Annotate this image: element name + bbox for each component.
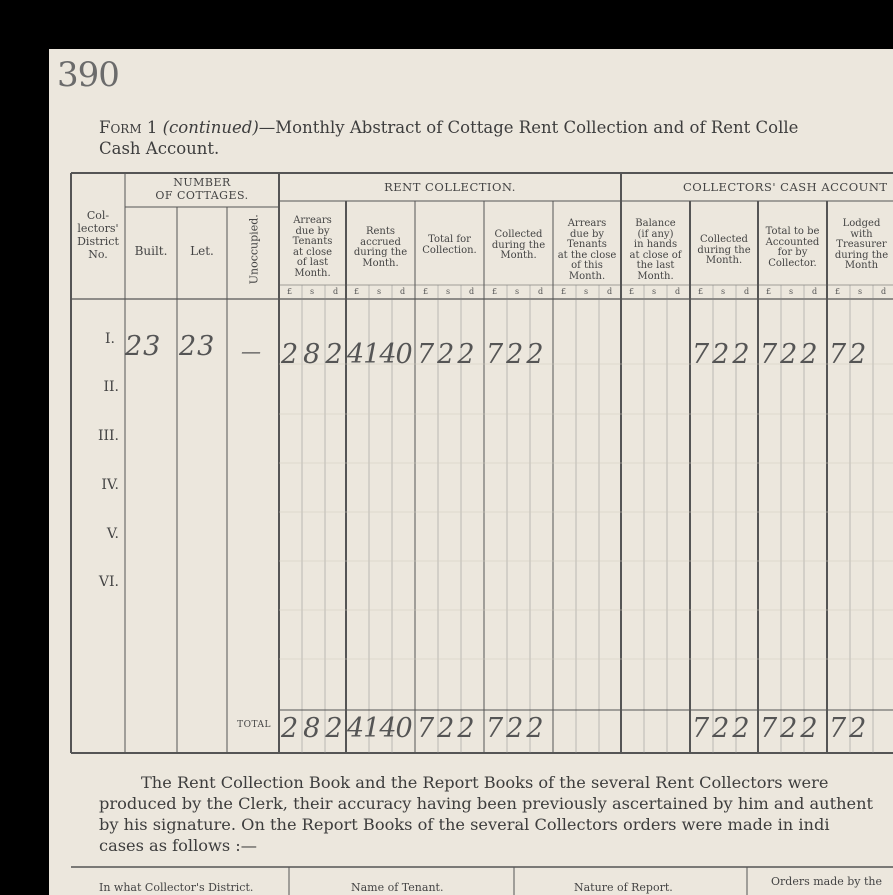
total-total: 722 bbox=[417, 713, 478, 744]
document-page bbox=[49, 49, 893, 895]
bottom-header-district: In what Collector's District. bbox=[99, 881, 254, 894]
lsd-label: s bbox=[377, 287, 382, 296]
hand-let: 23 bbox=[179, 331, 216, 362]
form-title-rest: —Monthly Abstract of Cottage Rent Collection and of Rent Colle bbox=[258, 118, 799, 137]
total-collected: 722 bbox=[486, 713, 547, 744]
total-label: TOTAL bbox=[237, 720, 271, 730]
row-label-1: I. bbox=[105, 331, 115, 347]
lsd-label: £ bbox=[354, 287, 360, 296]
lsd-label: d bbox=[675, 287, 681, 296]
header-district: Col- lectors' District No. bbox=[77, 209, 119, 261]
paragraph-line-3: by his signature. On the Report Books of the several Collectors orders were made in indi bbox=[99, 815, 830, 834]
header-unoccupied: Unoccupied. bbox=[247, 214, 261, 285]
lsd-label: s bbox=[515, 287, 520, 296]
lsd-label: d bbox=[744, 287, 750, 296]
hand-arrears-last: 282 bbox=[281, 339, 348, 370]
hand-unoccupied: — bbox=[241, 339, 262, 363]
header-arrears-this: Arrears due by Tenants at the close of this Month. bbox=[557, 218, 617, 282]
total-arrears-last: 282 bbox=[281, 713, 348, 744]
row-label-2: II. bbox=[103, 379, 119, 395]
header-collectors-cash-account: COLLECTORS' CASH ACCOUNT bbox=[683, 180, 888, 194]
lsd-label: £ bbox=[561, 287, 567, 296]
total-lodged: 72 bbox=[829, 713, 870, 744]
form-title-line2: Cash Account. bbox=[99, 139, 220, 158]
hand-built: 23 bbox=[125, 331, 162, 362]
paragraph-line-4: cases as follows :— bbox=[99, 836, 257, 855]
lsd-label: s bbox=[789, 287, 794, 296]
hand-to-account: 722 bbox=[760, 339, 821, 370]
lsd-label: d bbox=[400, 287, 406, 296]
lsd-label: £ bbox=[835, 287, 841, 296]
header-rent-collection: RENT COLLECTION. bbox=[384, 180, 516, 194]
lsd-label: d bbox=[469, 287, 475, 296]
header-total-for-collection: Total for Collection. bbox=[422, 234, 477, 256]
header-cash-collected: Collected during the Month. bbox=[697, 234, 751, 266]
lsd-label: £ bbox=[423, 287, 429, 296]
hand-cash-collected: 722 bbox=[692, 339, 753, 370]
row-label-6: VI. bbox=[98, 574, 119, 590]
lsd-label: d bbox=[607, 287, 613, 296]
header-collected: Collected during the Month. bbox=[491, 229, 546, 261]
header-number-of-cottages: NUMBER OF COTTAGES. bbox=[155, 176, 249, 202]
lsd-label: d bbox=[881, 287, 887, 296]
header-balance: Balance (if any) in hands at close of the last Month. bbox=[629, 218, 682, 282]
header-total-to-account: Total to be Accounted for by Collector. bbox=[765, 226, 820, 269]
lsd-label: £ bbox=[766, 287, 772, 296]
hand-rents-accrued: 4140 bbox=[347, 339, 412, 370]
form-title-continued: (continued) bbox=[162, 118, 259, 137]
header-built: Built. bbox=[134, 244, 168, 258]
page-number: 390 bbox=[57, 55, 119, 95]
lsd-label: s bbox=[652, 287, 657, 296]
hand-lodged: 72 bbox=[829, 339, 870, 370]
lsd-label: d bbox=[333, 287, 339, 296]
paragraph-line-1: The Rent Collection Book and the Report Books of the several Rent Collectors were bbox=[141, 773, 829, 792]
lsd-label: £ bbox=[698, 287, 704, 296]
form-title-lead: Form 1 bbox=[99, 118, 158, 137]
lsd-label: d bbox=[538, 287, 544, 296]
total-rents-accrued: 4140 bbox=[347, 713, 412, 744]
total-cash-collected: 722 bbox=[692, 713, 753, 744]
header-let: Let. bbox=[190, 244, 214, 258]
row-label-5: V. bbox=[106, 526, 119, 542]
bottom-header-orders: Orders made by the bbox=[771, 875, 883, 888]
lsd-label: s bbox=[446, 287, 451, 296]
lsd-label: s bbox=[310, 287, 315, 296]
lsd-label: £ bbox=[287, 287, 293, 296]
lsd-label: s bbox=[858, 287, 863, 296]
bottom-header-tenant: Name of Tenant. bbox=[351, 881, 444, 894]
row-label-4: IV. bbox=[101, 477, 119, 493]
hand-total: 722 bbox=[417, 339, 478, 370]
lsd-label: d bbox=[812, 287, 818, 296]
header-lodged: Lodged with Treasurer during the Month bbox=[834, 218, 889, 271]
lsd-label: s bbox=[584, 287, 589, 296]
paragraph-line-2: produced by the Clerk, their accuracy having been previously ascertained by him and authent bbox=[99, 794, 874, 813]
lsd-label: s bbox=[721, 287, 726, 296]
header-rents-accrued: Rents accrued during the Month. bbox=[353, 226, 408, 269]
lsd-label: £ bbox=[629, 287, 635, 296]
lsd-label: £ bbox=[492, 287, 498, 296]
total-to-account: 722 bbox=[760, 713, 821, 744]
row-label-3: III. bbox=[97, 428, 119, 444]
hand-collected: 722 bbox=[486, 339, 547, 370]
bottom-header-report: Nature of Report. bbox=[574, 881, 673, 894]
header-arrears-last: Arrears due by Tenants at close of last Month. bbox=[292, 215, 333, 279]
